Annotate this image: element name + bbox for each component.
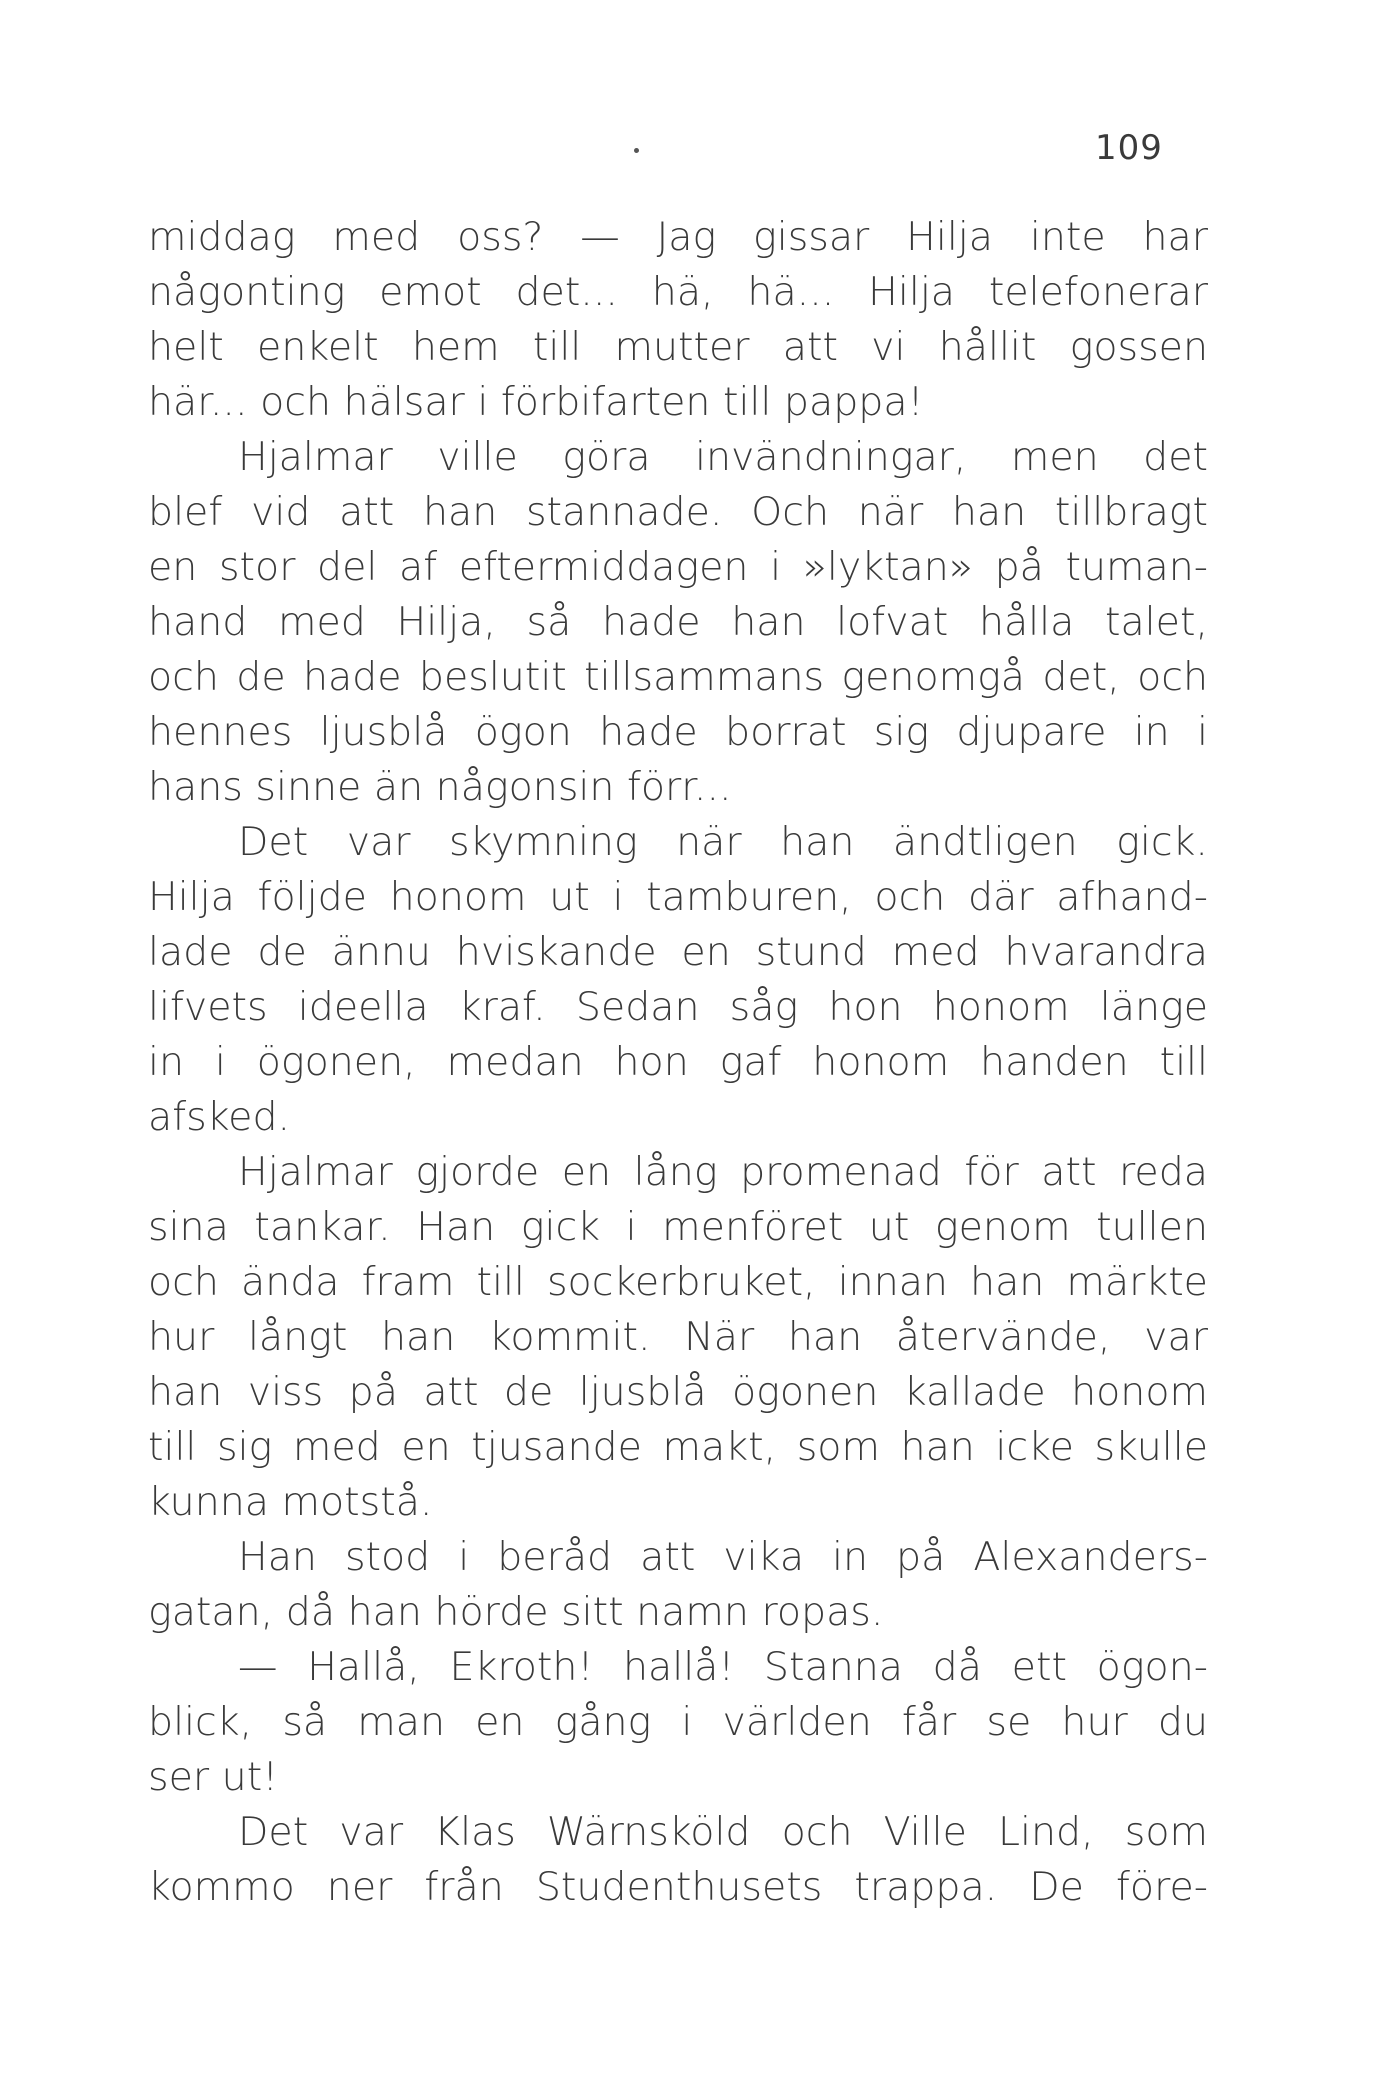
text-line: hand med Hilja, så hade han lofvat hålla talet,	[148, 599, 1208, 645]
text-line: till sig med en tjusande makt, som han icke skulle	[148, 1424, 1208, 1470]
text-line: Hilja följde honom ut i tamburen, och där afhand-	[148, 874, 1208, 920]
text-line: Det var skymning när han ändtligen gick.	[238, 819, 1208, 865]
text-line: Han stod i beråd att vika in på Alexanders-	[238, 1534, 1208, 1580]
text-line: — Hallå, Ekroth! hallå! Stanna då ett ögon-	[238, 1644, 1208, 1690]
text-line: Det var Klas Wärnsköld och Ville Lind, som	[238, 1809, 1208, 1855]
text-line: han viss på att de ljusblå ögonen kallade honom	[148, 1369, 1208, 1415]
text-line: blef vid att han stannade. Och när han tillbragt	[148, 489, 1208, 535]
text-line: hur långt han kommit. När han återvände, var	[148, 1314, 1208, 1360]
text-line: kunna motstå.	[148, 1479, 433, 1525]
text-line: Hjalmar ville göra invändningar, men det	[238, 434, 1208, 480]
page-number: 109	[1095, 128, 1163, 168]
text-line: Hjalmar gjorde en lång promenad för att reda	[238, 1149, 1208, 1195]
text-line: kommo ner från Studenthusets trappa. De före-	[148, 1864, 1208, 1910]
text-line: och de hade beslutit tillsammans genomgå det, och	[148, 654, 1208, 700]
text-line: gatan, då han hörde sitt namn ropas.	[148, 1589, 884, 1635]
text-line: ser ut!	[148, 1754, 279, 1800]
text-line: afsked.	[148, 1094, 291, 1140]
page-body-text	[148, 210, 1208, 1915]
text-line: in i ögonen, medan hon gaf honom handen till	[148, 1039, 1208, 1085]
text-line: hennes ljusblå ögon hade borrat sig djupare in i	[148, 709, 1208, 755]
text-line: middag med oss? — Jag gissar Hilja inte har	[148, 214, 1208, 260]
text-line: blick, så man en gång i världen får se hur du	[148, 1699, 1208, 1745]
print-dot-mark	[634, 148, 639, 153]
text-line: och ända fram till sockerbruket, innan han märkte	[148, 1259, 1208, 1305]
text-line: här... och hälsar i förbifarten till pappa!	[148, 379, 924, 425]
text-line: en stor del af eftermiddagen i »lyktan» på tuman-	[148, 544, 1208, 590]
text-line: helt enkelt hem till mutter att vi hållit gossen	[148, 324, 1208, 370]
text-line: hans sinne än någonsin förr...	[148, 764, 732, 810]
text-line: lade de ännu hviskande en stund med hvarandra	[148, 929, 1208, 975]
text-line: sina tankar. Han gick i menföret ut genom tullen	[148, 1204, 1208, 1250]
text-line: någonting emot det... hä, hä... Hilja telefonerar	[148, 269, 1208, 315]
text-line: lifvets ideella kraf. Sedan såg hon honom länge	[148, 984, 1208, 1030]
